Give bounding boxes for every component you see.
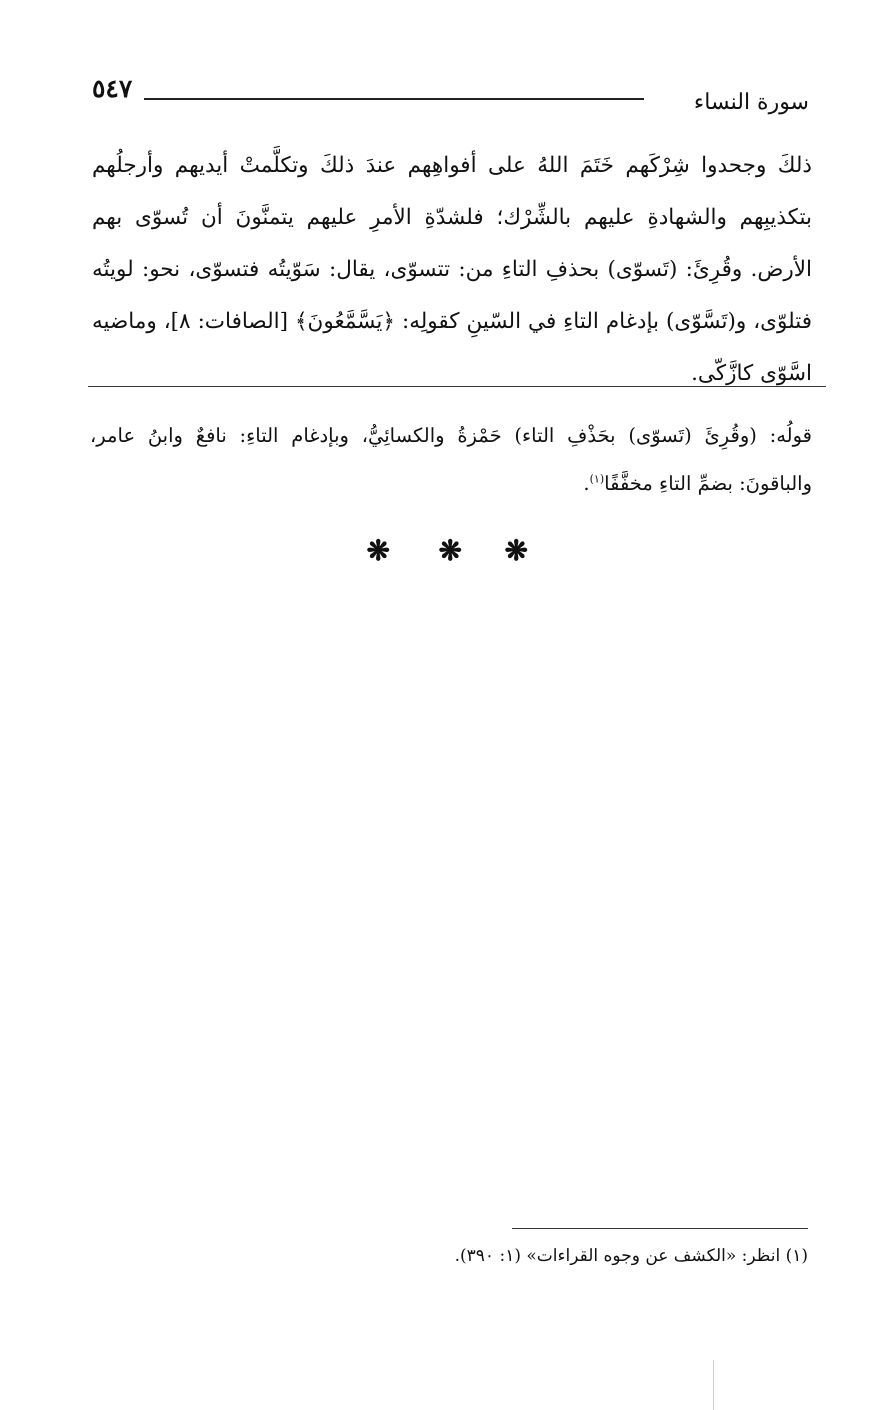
surah-title: سورة النساء: [693, 90, 809, 115]
commentary-text: قولُه: (وقُرِئَ (تَسوّى) بحَذْفِ التاء) حَمْزةُ والكسائِيُّ، وبإدغام التاءِ: نافعٌ وابنُ عامر، والباقونَ: بضمِّ التاءِ مخفَّفًا: [90, 424, 812, 495]
commentary-paragraph: [90, 412, 812, 508]
section-ornaments: [350, 536, 550, 566]
asterism-ornament-icon: ❋: [504, 534, 528, 567]
main-paragraph: ذلكَ وجحدوا شِرْكَهم خَتَمَ اللهُ على أفواهِهم عندَ ذلكَ وتكلَّمتْ أيديهم وأرجلُهم بتكذيبِهم والشهادةِ عليهم بالشِّرْك؛ فلشدّةِ الأمرِ عليهم يتمنَّونَ أن تُسوّى بهم الأرض. وقُرِئَ: (تَسوّى) بحذفِ التاءِ من: تتسوّى، يقال: سَوّيتُه فتسوّى، نحو: لويتُه فتلوّى، و(تَسَّوّى) بإدغام التاءِ في السّينِ كقولِه: ﴿يَسَّمَّعُونَ﴾ [الصافات: ٨]، وماضيه اسَّوّى كازَّكّى.: [92, 153, 812, 386]
commentary-end: .: [583, 472, 590, 495]
asterism-ornament-icon: ❋: [438, 534, 462, 567]
footnote-marker: (١): [589, 472, 605, 486]
page-header: [92, 72, 809, 120]
footnote-rule: [512, 1228, 808, 1229]
footnote: (١) انظر: «الكشف عن وجوه القراءات» (١: ٣٩٠).: [454, 1246, 808, 1266]
asterism-ornament-icon: ❋: [366, 534, 390, 567]
page-edge-mark: [713, 1360, 714, 1410]
header-rule: [144, 98, 644, 100]
section-divider: [88, 386, 826, 387]
page-number: ٥٤٧: [92, 74, 133, 103]
